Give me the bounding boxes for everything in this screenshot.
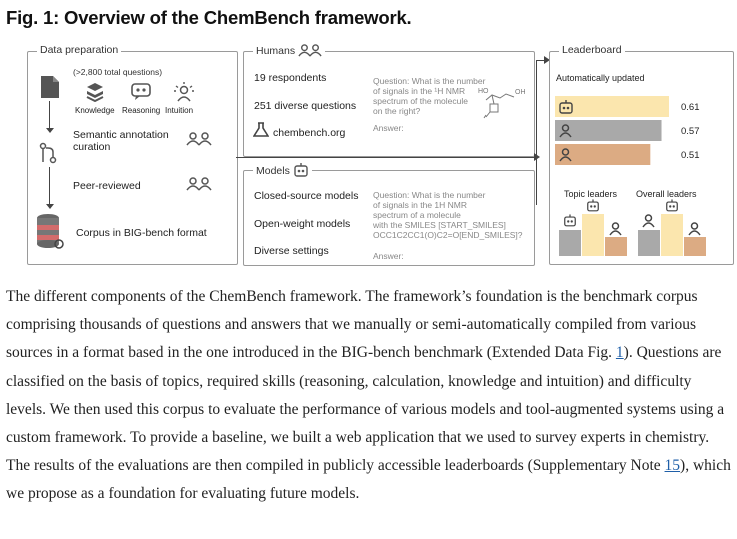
robot-icon bbox=[293, 163, 309, 178]
merge-icon bbox=[39, 142, 57, 164]
connector-vertical bbox=[536, 60, 537, 205]
intuition-icon bbox=[173, 82, 195, 102]
closed-source-label: Closed-source models bbox=[254, 190, 359, 202]
leaderboard-legend: Leaderboard bbox=[559, 44, 625, 56]
data-preparation-legend: Data preparation bbox=[37, 44, 121, 56]
chembench-site-link[interactable]: chembench.org bbox=[273, 127, 346, 139]
robot-icon bbox=[586, 199, 600, 213]
humans-diverse-label: 251 diverse questions bbox=[254, 100, 357, 112]
reasoning-label: Reasoning bbox=[122, 106, 161, 115]
humans-question: Question: What is the number of signals in the ¹H NMR spectrum of the molecule on the right? bbox=[373, 76, 486, 116]
flow-arrowhead-1 bbox=[46, 128, 54, 133]
caption-text-1: The different components of the ChemBench framework. The framework’s foundation is the benchmark corpus comprising thousands of questions and answers that we manually or semi-automatically compiled from various sources in a format based in the one introduced in the BIG-bench benchmark (Extended Data Fig. bbox=[6, 288, 698, 362]
robot-icon bbox=[665, 199, 679, 213]
reasoning-icon bbox=[131, 83, 151, 101]
humans-legend: Humans bbox=[256, 44, 296, 57]
molecule-ho-label: HO bbox=[478, 88, 489, 95]
open-weight-label: Open-weight models bbox=[254, 218, 351, 230]
curation-label: curation bbox=[73, 141, 111, 153]
flask-icon bbox=[253, 122, 269, 138]
person-icon bbox=[688, 222, 701, 236]
diverse-settings-label: Diverse settings bbox=[254, 245, 329, 257]
respondents-label: 19 respondents bbox=[254, 72, 327, 84]
topic-podium-right bbox=[605, 237, 627, 256]
models-answer-label: Answer: bbox=[373, 251, 404, 261]
knowledge-icon bbox=[86, 82, 104, 102]
document-icon bbox=[40, 75, 60, 99]
flow-arrow-2 bbox=[49, 167, 50, 205]
semantic-annotation-label: Semantic annotation bbox=[73, 129, 169, 141]
overall-leaders-label: Overall leaders bbox=[636, 189, 697, 199]
corpus-label: Corpus in BIG-bench format bbox=[76, 227, 207, 239]
leaderboard-bar bbox=[555, 144, 650, 165]
peer-reviewed-label: Peer-reviewed bbox=[73, 180, 141, 192]
extended-data-fig-link[interactable]: 1 bbox=[615, 344, 624, 362]
people-icon bbox=[298, 44, 322, 57]
models-question: Question: What is the number of signals in the 1H NMR spectrum of a molecule with the SMILES [START_SMILES] OCC1C2CC1(O)C2=O[END_SMILES]? bbox=[373, 190, 523, 240]
database-icon bbox=[36, 213, 64, 249]
leaderboard-value-label: 0.61 bbox=[681, 102, 700, 113]
total-questions-label: (>2,800 total questions) bbox=[73, 67, 163, 77]
topic-podium-left bbox=[559, 230, 581, 256]
figure-caption bbox=[6, 283, 734, 509]
humans-answer-label: Answer: bbox=[373, 123, 404, 133]
supplementary-note-link[interactable]: 15 bbox=[664, 457, 681, 475]
auto-updated-label: Automatically updated bbox=[556, 73, 645, 83]
flow-arrowhead-2 bbox=[46, 204, 54, 209]
molecule-oh-label: OH bbox=[515, 89, 526, 96]
leaderboard-value-label: 0.57 bbox=[681, 126, 700, 137]
caption-text-2: ). Questions are classified on the basis of topics, required skills (reasoning, calculation, knowledge and intuition) and difficulty levels. We then used this corpus to evaluate the performance of various models and tool-augmented systems using a custom framework. To provide a baseline, we built a web application that we used to survey experts in chemistry. The results of the evaluations are then compiled in publicly accessible leaderboards (Supplementary Note bbox=[6, 344, 725, 475]
knowledge-label: Knowledge bbox=[75, 106, 115, 115]
topic-podium-center bbox=[582, 214, 604, 256]
intuition-label: Intuition bbox=[165, 106, 194, 115]
leaderboard-bar bbox=[555, 120, 662, 141]
robot-icon bbox=[563, 214, 577, 228]
overall-podium-left bbox=[638, 230, 660, 256]
connector-arrowhead bbox=[534, 153, 540, 161]
people-icon bbox=[186, 132, 212, 146]
leaderboard-value-label: 0.51 bbox=[681, 150, 700, 161]
person-icon bbox=[609, 222, 622, 236]
overall-podium-right bbox=[684, 237, 706, 256]
figure-title: Fig. 1: Overview of the ChemBench framework. bbox=[6, 7, 412, 28]
caption-text-3: ), which we propose as a foundation for evaluating future models. bbox=[6, 457, 731, 503]
connector-prep-to-models bbox=[236, 157, 536, 158]
person-icon bbox=[642, 214, 655, 228]
models-legend: Models bbox=[256, 164, 290, 177]
overall-podium-center bbox=[661, 214, 683, 256]
leaderboard-bar-chart bbox=[555, 92, 727, 172]
flow-arrow-1 bbox=[49, 101, 50, 129]
topic-leaders-label: Topic leaders bbox=[564, 189, 618, 199]
people-icon bbox=[186, 177, 212, 191]
